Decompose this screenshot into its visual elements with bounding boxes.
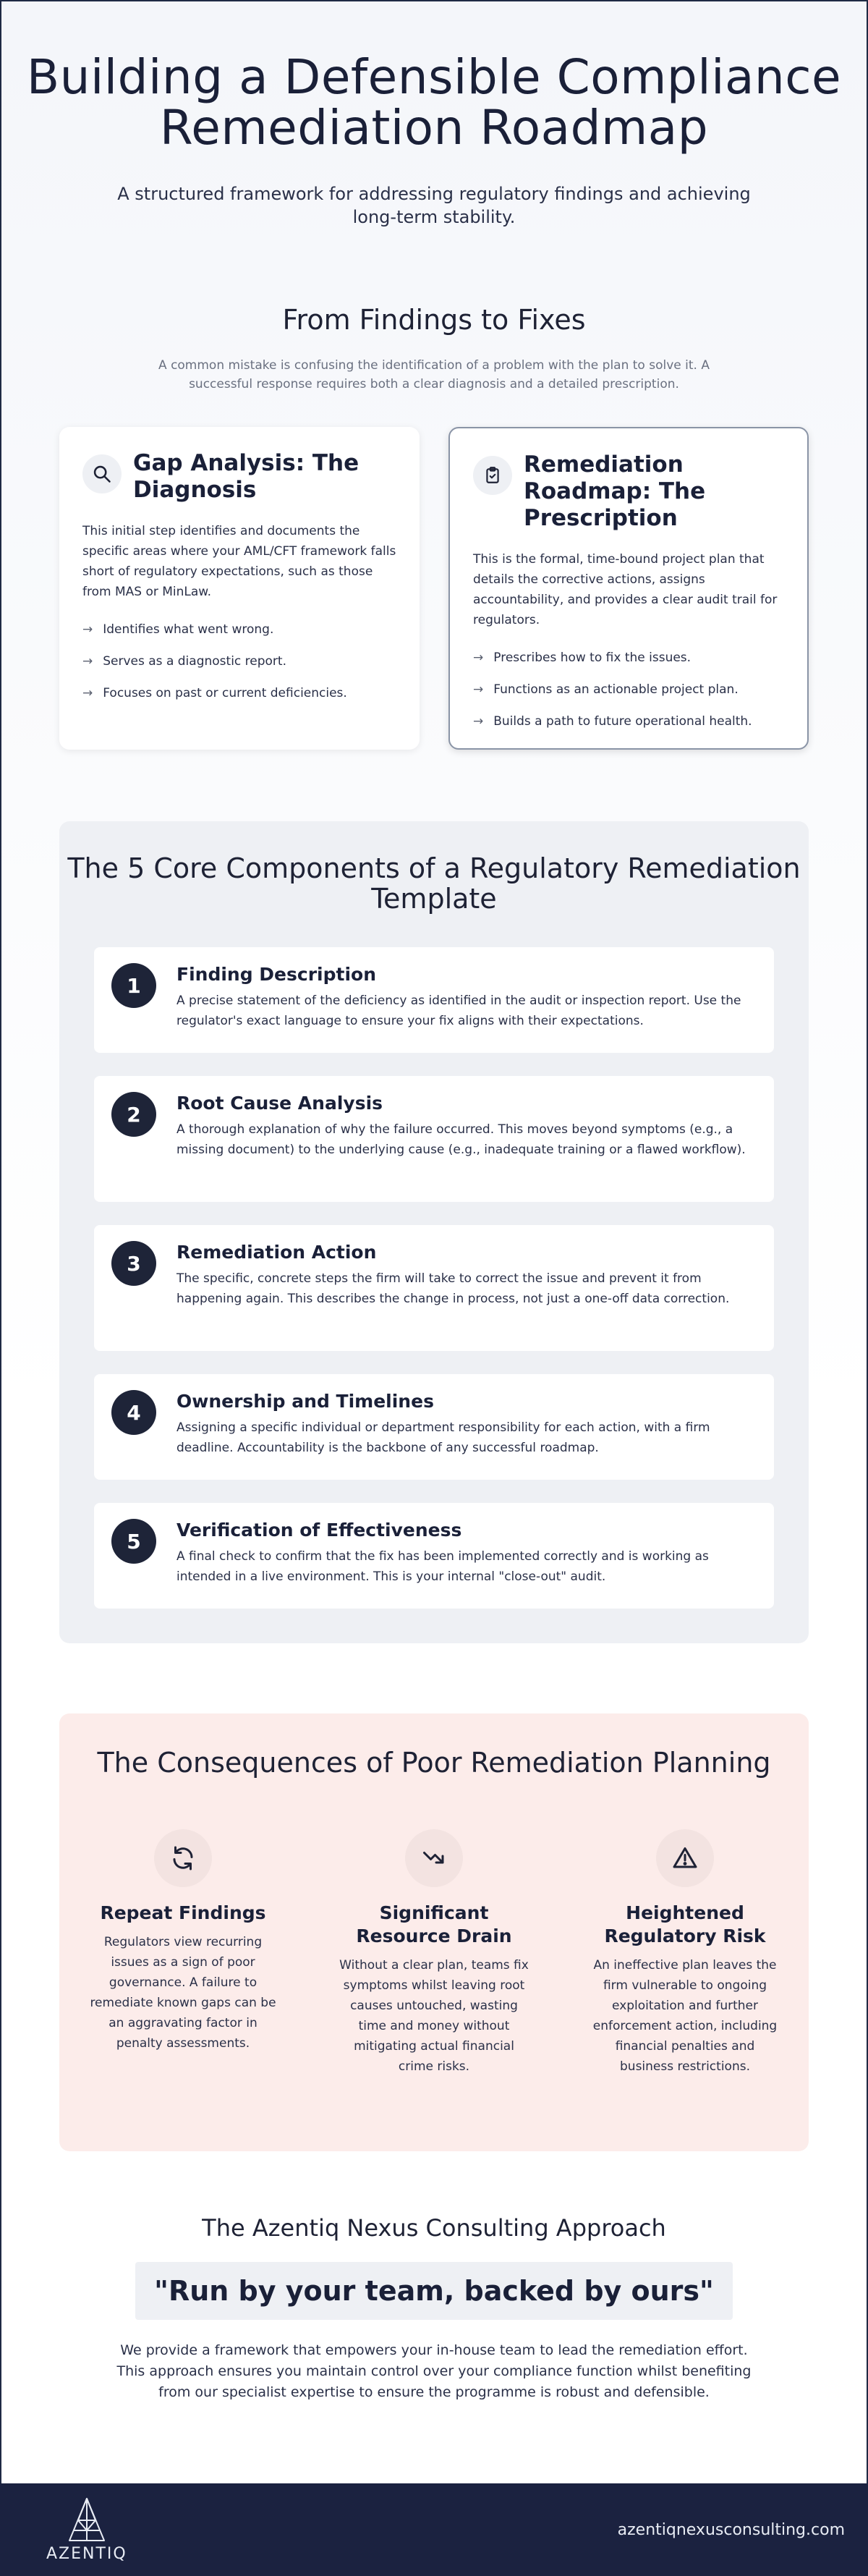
clipboard-check-icon bbox=[473, 456, 512, 495]
azentiq-logo[interactable] bbox=[46, 2497, 127, 2563]
component-card bbox=[94, 1503, 774, 1609]
list-item-text: Functions as an actionable project plan. bbox=[493, 682, 739, 697]
component-title: Root Cause Analysis bbox=[176, 1093, 383, 1114]
gap-analysis-card bbox=[59, 427, 420, 750]
arrow-right-icon: → bbox=[473, 651, 484, 665]
warning-icon bbox=[656, 1829, 714, 1887]
page-title bbox=[0, 49, 868, 156]
search-icon bbox=[82, 454, 122, 493]
consequence-text: Without a clear plan, teams fix symptoms whilst leaving root causes untouched, wasting time and money without mitigating actual financial crime risks. bbox=[339, 1958, 529, 2074]
consequences-section bbox=[59, 1713, 809, 2151]
step-number: 1 bbox=[111, 963, 156, 1008]
card-points bbox=[82, 621, 396, 702]
list-item bbox=[473, 649, 784, 666]
component-text: A final check to confirm that the fix has been implemented correctly and is working as intended in a live environment. This is your internal "close-out" audit. bbox=[176, 1549, 709, 1584]
consequence-item bbox=[587, 1829, 783, 2077]
component-title: Finding Description bbox=[176, 964, 377, 985]
page-title-line1: Building a Defensible Compliance bbox=[26, 49, 842, 105]
component-text: A thorough explanation of why the failure occurred. This moves beyond symptoms (e.g., a missing document) to the underlying cause (e.g., inadequate training or a flawed workflow). bbox=[176, 1122, 746, 1157]
consequence-text: An ineffective plan leaves the firm vulnerable to ongoing exploitation and further enforcement action, including financial penalties and business restrictions. bbox=[592, 1958, 778, 2074]
arrow-right-icon: → bbox=[473, 682, 484, 697]
page-title-line2: Remediation Roadmap bbox=[159, 100, 709, 156]
footer bbox=[0, 2483, 868, 2576]
hero bbox=[0, 0, 868, 239]
consequence-text: Regulators view recurring issues as a sign of poor governance. A failure to remediate known gaps can be an aggravating factor in penalty assessments. bbox=[90, 1935, 276, 2051]
list-item-text: Focuses on past or current deficiencies. bbox=[103, 686, 347, 700]
consequence-item bbox=[85, 1829, 281, 2054]
list-item bbox=[82, 621, 396, 638]
component-text: Assigning a specific individual or department responsibility for each action, with a firm deadline. Accountability is the backbone of any successful roadmap. bbox=[176, 1420, 710, 1455]
component-title: Verification of Effectiveness bbox=[176, 1520, 462, 1541]
list-item-text: Identifies what went wrong. bbox=[103, 622, 274, 637]
card-points bbox=[473, 649, 784, 730]
components-title bbox=[59, 853, 809, 914]
step-number: 5 bbox=[111, 1519, 156, 1564]
list-item bbox=[473, 681, 784, 698]
page-subtitle: A structured framework for addressing regulatory findings and achieving long-term stability. bbox=[117, 184, 751, 227]
list-item bbox=[82, 685, 396, 702]
approach-text: We provide a framework that empowers your in-house team to lead the remediation effort. This approach ensures you maintain control over your compliance function whilst benefiting from our specialist expertise to ensure the programme is robust and defensible. bbox=[116, 2342, 752, 2400]
consequences-title: The Consequences of Poor Remediation Planning bbox=[97, 1747, 771, 1779]
consequence-title: Significant Resource Drain bbox=[356, 1902, 512, 1946]
logo-mark-icon bbox=[67, 2497, 107, 2542]
list-item bbox=[473, 713, 784, 730]
findings-section bbox=[0, 304, 868, 729]
findings-intro: A common mistake is confusing the identification of a problem with the plan to solve it. A successful response requires both a clear diagnosis and a detailed prescription. bbox=[158, 358, 710, 391]
list-item-text: Prescribes how to fix the issues. bbox=[493, 651, 692, 665]
website-link[interactable]: azentiqnexusconsulting.com bbox=[617, 2520, 845, 2539]
card-description: This is the formal, time-bound project plan that details the corrective actions, assigns accountability, and provides a clear audit trail for regulators. bbox=[473, 552, 778, 627]
component-card bbox=[94, 1076, 774, 1202]
arrow-right-icon: → bbox=[82, 654, 93, 669]
components-section bbox=[59, 821, 809, 1643]
arrow-right-icon: → bbox=[473, 714, 484, 729]
step-number: 4 bbox=[111, 1390, 156, 1435]
trending-down-icon bbox=[405, 1829, 463, 1887]
approach-title: The Azentiq Nexus Consulting Approach bbox=[202, 2214, 666, 2242]
consequence-title: Heightened Regulatory Risk bbox=[604, 1902, 766, 1946]
step-number: 3 bbox=[111, 1241, 156, 1286]
approach-section bbox=[0, 2214, 868, 2403]
card-title: Gap Analysis: The Diagnosis bbox=[133, 450, 359, 503]
list-item-text: Serves as a diagnostic report. bbox=[103, 654, 286, 669]
approach-quote: "Run by your team, backed by ours" bbox=[135, 2262, 733, 2320]
components-title-text: The 5 Core Components of a Regulatory Remediation Template bbox=[67, 852, 801, 915]
refresh-icon bbox=[154, 1829, 212, 1887]
component-text: A precise statement of the deficiency as identified in the audit or inspection report. Use the regulator's exact language to ensure your fix aligns with their expectations. bbox=[176, 993, 741, 1028]
list-item-text: Builds a path to future operational health. bbox=[493, 714, 752, 729]
list-item bbox=[82, 653, 396, 670]
component-title: Ownership and Timelines bbox=[176, 1391, 434, 1412]
component-title: Remediation Action bbox=[176, 1242, 377, 1263]
arrow-right-icon: → bbox=[82, 686, 93, 700]
logo-text: AZENTIQ bbox=[46, 2544, 127, 2563]
consequence-item bbox=[336, 1829, 532, 2077]
step-number: 2 bbox=[111, 1092, 156, 1137]
component-card bbox=[94, 1374, 774, 1480]
card-description: This initial step identifies and documents the specific areas where your AML/CFT framework falls short of regulatory expectations, such as those from MAS or MinLaw. bbox=[82, 524, 396, 599]
component-card bbox=[94, 947, 774, 1053]
consequence-title: Repeat Findings bbox=[100, 1902, 266, 1923]
component-text: The specific, concrete steps the firm will take to correct the issue and prevent it from happening again. This describes the change in process, not just a one-off data correction. bbox=[176, 1271, 730, 1306]
arrow-right-icon: → bbox=[82, 622, 93, 637]
card-title: Remediation Roadmap: The Prescription bbox=[524, 452, 706, 531]
remediation-roadmap-card bbox=[448, 427, 809, 750]
component-card bbox=[94, 1225, 774, 1351]
findings-title: From Findings to Fixes bbox=[282, 304, 586, 336]
